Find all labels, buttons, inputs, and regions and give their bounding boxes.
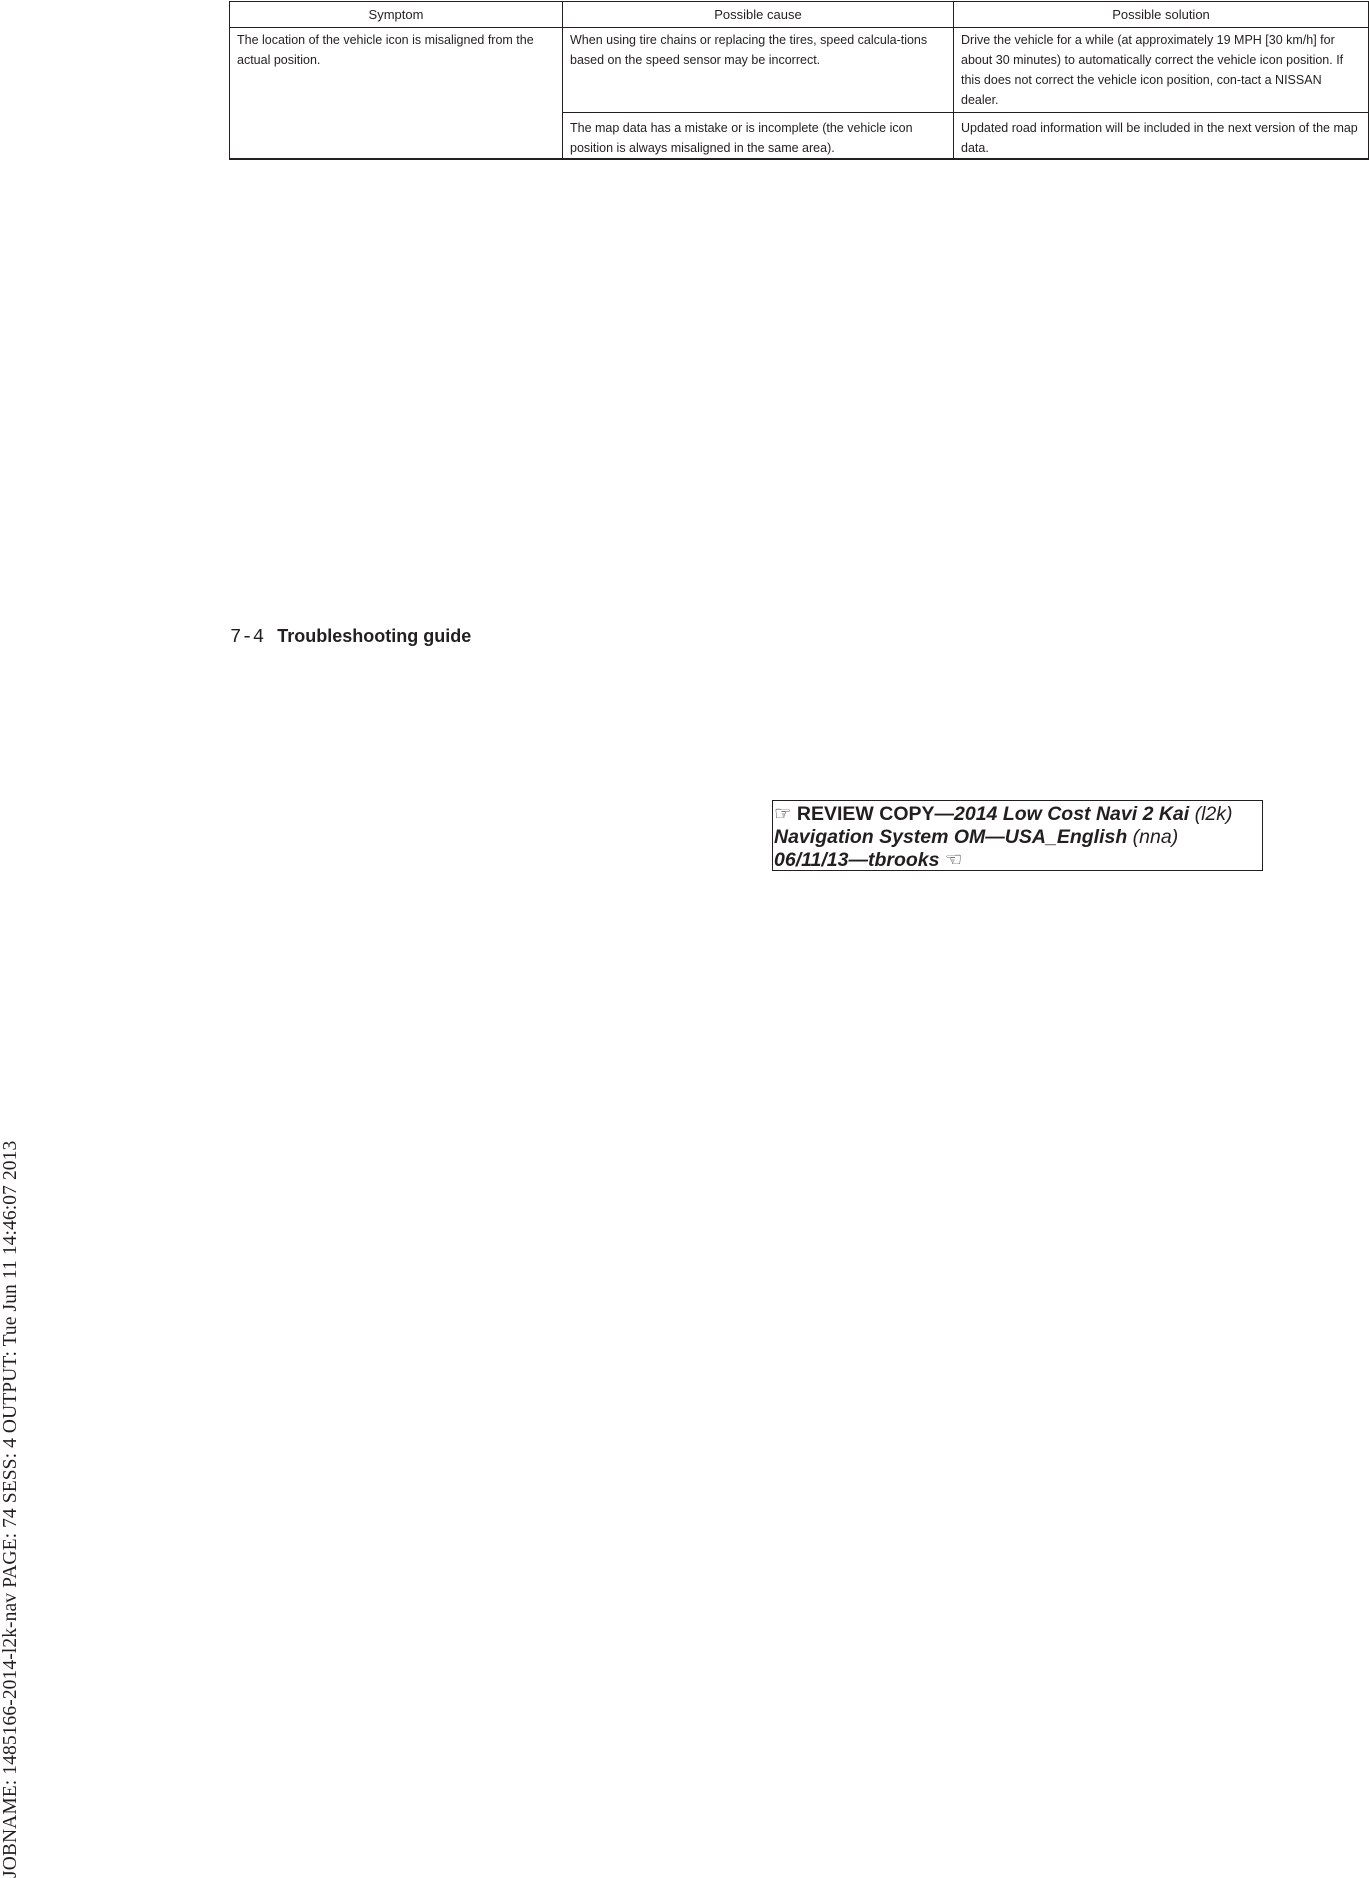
pointing-hand-right-icon: ☞ bbox=[774, 803, 792, 825]
solution-cell: Updated road information will be included in the next version of the map data. bbox=[954, 113, 1369, 160]
page-footer bbox=[230, 626, 471, 650]
cause-cell: When using tire chains or replacing the tires, speed calcula-tions based on the speed sensor may be incorrect. bbox=[563, 28, 954, 113]
document-code: (l2k) bbox=[1189, 803, 1233, 825]
job-stamp: JOBNAME: 1485166-2014-l2k-nav PAGE: 74 SESS: 4 OUTPUT: Tue Jun 11 14:46:07 2013 bbox=[0, 1140, 21, 1878]
review-date-author: 06/11/13—tbrooks bbox=[774, 849, 940, 871]
review-line-3 bbox=[774, 849, 1262, 872]
symptom-cell: The location of the vehicle icon is misaligned from the actual position. bbox=[230, 28, 563, 160]
section-title: Troubleshooting guide bbox=[277, 626, 472, 646]
header-symptom: Symptom bbox=[230, 2, 563, 28]
review-line-1 bbox=[774, 803, 1262, 826]
language-code: (nna) bbox=[1127, 826, 1179, 848]
review-copy-box bbox=[772, 800, 1263, 871]
table-row bbox=[230, 28, 1369, 113]
review-line-2 bbox=[774, 826, 1262, 849]
header-possible-solution: Possible solution bbox=[954, 2, 1369, 28]
pointing-hand-left-icon: ☜ bbox=[944, 849, 963, 871]
review-copy-label: REVIEW COPY— bbox=[796, 803, 955, 825]
solution-cell: Drive the vehicle for a while (at approximately 19 MPH [30 km/h] for about 30 minutes) to automatically correct the vehicle icon position. If this does not correct the vehicle icon position, con-tact a NISSAN dealer. bbox=[954, 28, 1369, 113]
page-number: 7-4 bbox=[230, 626, 265, 648]
cause-cell: The map data has a mistake or is incomplete (the vehicle icon position is always misaligned in the same area). bbox=[563, 113, 954, 160]
header-possible-cause: Possible cause bbox=[563, 2, 954, 28]
table-header-row bbox=[230, 2, 1369, 28]
troubleshooting-table bbox=[229, 1, 1369, 160]
document-title: 2014 Low Cost Navi 2 Kai bbox=[954, 803, 1190, 825]
document-subtitle: Navigation System OM—USA_English bbox=[774, 826, 1128, 848]
